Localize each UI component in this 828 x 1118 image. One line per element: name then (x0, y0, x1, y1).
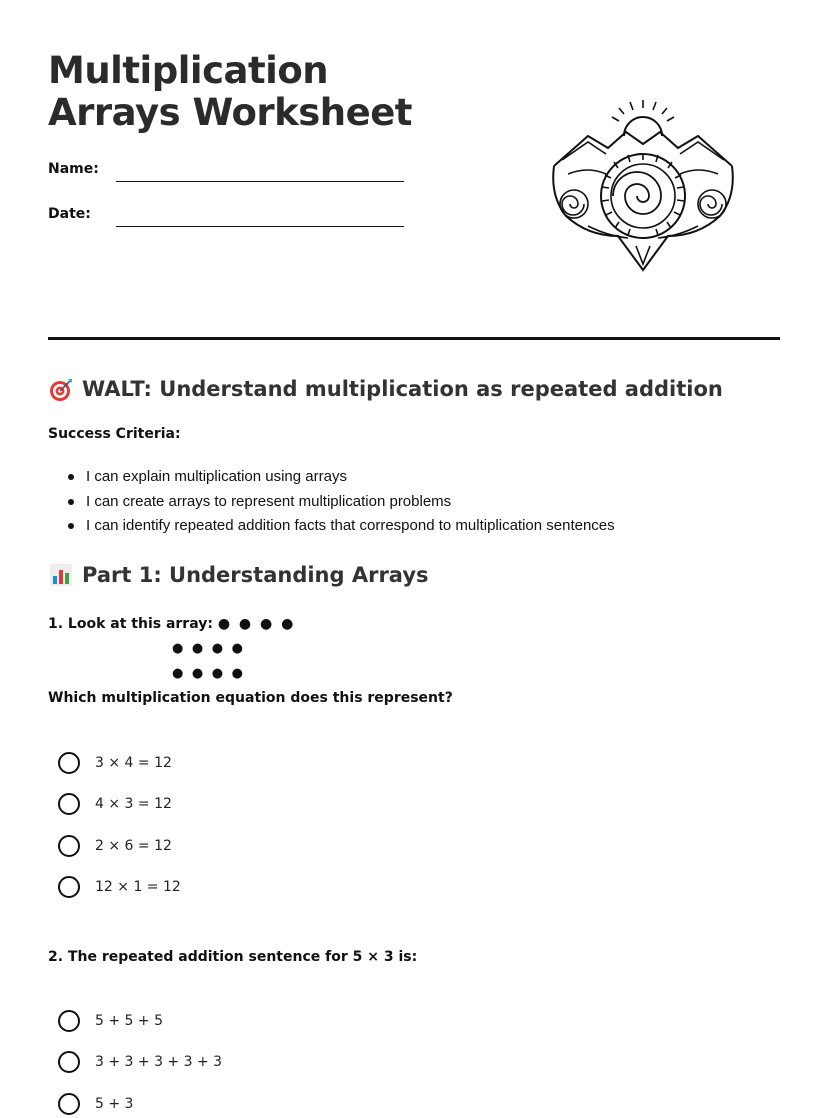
criteria-item: I can explain multiplication using arrays (68, 465, 615, 490)
success-criteria-list (68, 465, 615, 539)
q1-option[interactable]: 4 × 3 = 12 (58, 793, 172, 815)
koru-sun-logo (548, 96, 738, 274)
criteria-item: I can create arrays to represent multiplication problems (68, 490, 615, 515)
q2-option[interactable]: 5 + 5 + 5 (58, 1010, 163, 1032)
array-row: ● ● ● ● (172, 666, 245, 681)
part1-heading (48, 562, 429, 588)
q1-option[interactable]: 12 × 1 = 12 (58, 876, 181, 898)
walt-heading (48, 376, 723, 402)
radio-button[interactable] (58, 1010, 80, 1032)
q2-prompt: 2. The repeated addition sentence for 5 × 3 is: (48, 949, 418, 965)
name-label: Name: (48, 161, 99, 177)
radio-button[interactable] (58, 752, 80, 774)
header-divider (48, 337, 780, 340)
q2-option[interactable]: 3 + 3 + 3 + 3 + 3 (58, 1051, 222, 1073)
array-row: ● ● ● ● (172, 641, 245, 656)
q1-option[interactable]: 3 × 4 = 12 (58, 752, 172, 774)
radio-button[interactable] (58, 1093, 80, 1115)
radio-button[interactable] (58, 793, 80, 815)
target-icon (48, 376, 74, 402)
worksheet-title: Multiplication Arrays Worksheet (48, 49, 412, 134)
q1-question: Which multiplication equation does this represent? (48, 690, 453, 706)
bar-chart-icon (48, 562, 74, 588)
success-criteria-label: Success Criteria: (48, 426, 181, 442)
array-row: ● ● ● ● (217, 616, 296, 632)
q1-prompt: 1. Look at this array: ● ● ● ● (48, 616, 296, 632)
radio-button[interactable] (58, 835, 80, 857)
criteria-item: I can identify repeated addition facts that correspond to multiplication sentences (68, 514, 615, 539)
name-line[interactable] (116, 181, 404, 182)
part1-heading-text: Part 1: Understanding Arrays (82, 563, 429, 587)
q2-option[interactable]: 5 + 3 (58, 1093, 133, 1115)
date-label: Date: (48, 206, 91, 222)
radio-button[interactable] (58, 1051, 80, 1073)
walt-heading-text: WALT: Understand multiplication as repeated addition (82, 377, 723, 401)
q1-option[interactable]: 2 × 6 = 12 (58, 835, 172, 857)
date-line[interactable] (116, 226, 404, 227)
radio-button[interactable] (58, 876, 80, 898)
